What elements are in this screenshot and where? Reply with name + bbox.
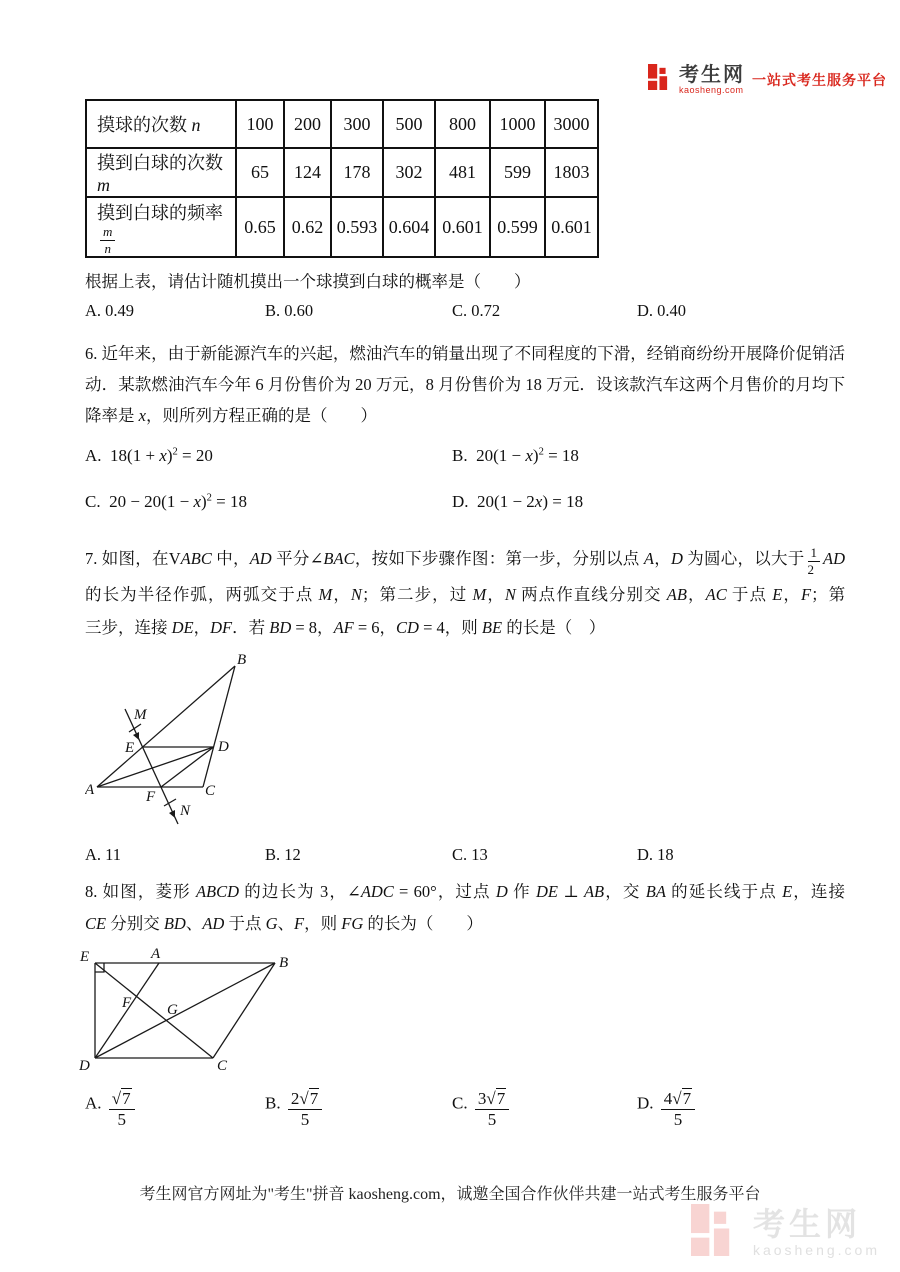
- table-row: [86, 148, 598, 197]
- table-row: [86, 100, 598, 148]
- table-cell: 500: [383, 100, 435, 148]
- row-header: 摸到白球的次数 m: [86, 148, 236, 197]
- figure-label-C: C: [217, 1058, 228, 1074]
- table-cell: 599: [490, 148, 545, 197]
- q8-figure: [79, 946, 309, 1083]
- table-cell: 300: [331, 100, 383, 148]
- row-header: 摸球的次数 n: [86, 100, 236, 148]
- q8-options: [85, 1090, 855, 1146]
- table-cell: 0.601: [435, 197, 490, 257]
- table-cell: 0.604: [383, 197, 435, 257]
- figure-label-M: M: [134, 707, 147, 723]
- table-cell: 1803: [545, 148, 598, 197]
- table-cell: 3000: [545, 100, 598, 148]
- table-cell: 65: [236, 148, 284, 197]
- option-c: C. $20 - 20(1 - x)^2 = 18$: [85, 492, 248, 511]
- figure-label-N: N: [180, 803, 191, 819]
- q8-line2: CE 分别交 BD、AD 于点 G、F，则 FG 的长为（ ）: [85, 914, 483, 933]
- figure-label-G: G: [167, 1002, 178, 1018]
- watermark-domain: kaosheng.com: [752, 1242, 880, 1258]
- kaosheng-logo-icon: [648, 64, 674, 95]
- option-c: C. 0.72: [452, 301, 501, 320]
- q8-stem: [85, 876, 845, 940]
- q6-options-row1: [85, 446, 855, 476]
- table-cell: 178: [331, 148, 383, 197]
- option-d: D. 20(1 − 2x) = 18: [452, 492, 584, 511]
- brand-name: 考生网: [679, 63, 745, 86]
- figure-label-B: B: [237, 652, 247, 668]
- q7-options: [85, 845, 855, 875]
- option-b: B. $\frac{2√7}{5}$: [265, 1090, 325, 1129]
- table-row: [86, 197, 598, 257]
- option-b: B. 0.60: [265, 301, 314, 320]
- q5-stem: 根据上表，请估计随机摸出一个球摸到白球的概率是（ ）: [85, 272, 531, 291]
- row-header: 摸到白球的频率 $\frac{m}{n}$: [86, 197, 236, 257]
- q6-options-row2: [85, 492, 855, 522]
- table-cell: 124: [284, 148, 331, 197]
- kaosheng-watermark-icon: [691, 1204, 743, 1261]
- figure-label-F: F: [146, 789, 156, 805]
- table-cell: 0.62: [284, 197, 331, 257]
- figure-label-E: E: [80, 949, 90, 965]
- table-cell: 0.599: [490, 197, 545, 257]
- table-cell: 481: [435, 148, 490, 197]
- figure-label-E: E: [125, 740, 135, 756]
- footer-slogan: 考生网官方网址为"考生"拼音 kaosheng.com，诚邀全国合作伙伴共建一站式考生服务平台: [139, 1186, 761, 1203]
- q8-line1: 8. 如图，菱形 ABCD 的边长为 3，∠ADC = 60°，过点 D 作 DE ⊥ AB，交 BA 的延长线于点 E，连接: [85, 882, 846, 901]
- site-logo: [648, 64, 887, 95]
- option-a: A. 11: [85, 845, 122, 864]
- option-a: A. $\frac{√7}{5}$: [85, 1090, 138, 1129]
- q7-line3: 三步，连接 DE，DF．若 BD = 8，AF = 6，CD = 4，则 BE 的长是（ ）: [85, 618, 606, 637]
- q5-options: [85, 301, 855, 331]
- table-cell: 302: [383, 148, 435, 197]
- q6-stem: [85, 338, 845, 431]
- figure-label-A: A: [85, 782, 95, 798]
- option-b: B. $20(1 - x)^2 = 18$: [452, 446, 579, 465]
- figure-label-D: D: [218, 739, 229, 755]
- q7-line2: 的长为半径作弧，两弧交于点 M，N；第二步，过 M，N 两点作直线分别交 AB，AC 于点 E，F；第: [85, 585, 846, 604]
- option-a: A. 0.49: [85, 301, 135, 320]
- q7-stem: [85, 540, 845, 644]
- q6-line1: 6. 近年来，由于新能源汽车的兴起，燃油汽车的销量出现了不同程度的下滑，经销商纷纷开展降价促销活: [85, 344, 845, 363]
- frequency-table: [85, 99, 599, 258]
- watermark-brand: 考生网: [752, 1206, 861, 1242]
- option-d: D. 18: [637, 845, 674, 864]
- q6-line2: 动．某款燃油汽车今年 6 月份售价为 20 万元，8 月份售价为 18 万元．设该款汽车这两个月售价的月均下: [85, 375, 845, 394]
- table-cell: 0.601: [545, 197, 598, 257]
- option-c: C. $\frac{3√7}{5}$: [452, 1090, 512, 1129]
- q6-line3: 降率是 x，则所列方程正确的是（ ）: [85, 406, 377, 425]
- brand-tagline: 一站式考生服务平台: [752, 71, 887, 88]
- watermark-logo: [691, 1204, 880, 1261]
- table-cell: 100: [236, 100, 284, 148]
- option-d: D. $\frac{4√7}{5}$: [637, 1090, 698, 1129]
- table-cell: 1000: [490, 100, 545, 148]
- brand-domain: kaosheng.com: [679, 84, 744, 95]
- table-cell: 0.593: [331, 197, 383, 257]
- table-cell: 0.65: [236, 197, 284, 257]
- q7-line1: 7. 如图，在VABC 中，AD 平分∠BAC，按如下步骤作图：第一步，分别以点 A，D 为圆心，以大于 $\frac{1}{2}$ AD: [85, 545, 846, 577]
- table-cell: 800: [435, 100, 490, 148]
- option-c: C. 13: [452, 845, 488, 864]
- figure-label-B: B: [279, 955, 289, 971]
- option-b: B. 12: [265, 845, 301, 864]
- figure-label-D: D: [79, 1058, 90, 1074]
- option-d: D. 0.40: [637, 301, 687, 320]
- table-cell: 200: [284, 100, 331, 148]
- figure-label-C: C: [205, 783, 216, 799]
- option-a: A. $18(1 + x)^2 = 20$: [85, 446, 213, 465]
- figure-label-A: A: [151, 946, 161, 962]
- q7-figure: [85, 652, 255, 842]
- figure-label-F: F: [122, 995, 132, 1011]
